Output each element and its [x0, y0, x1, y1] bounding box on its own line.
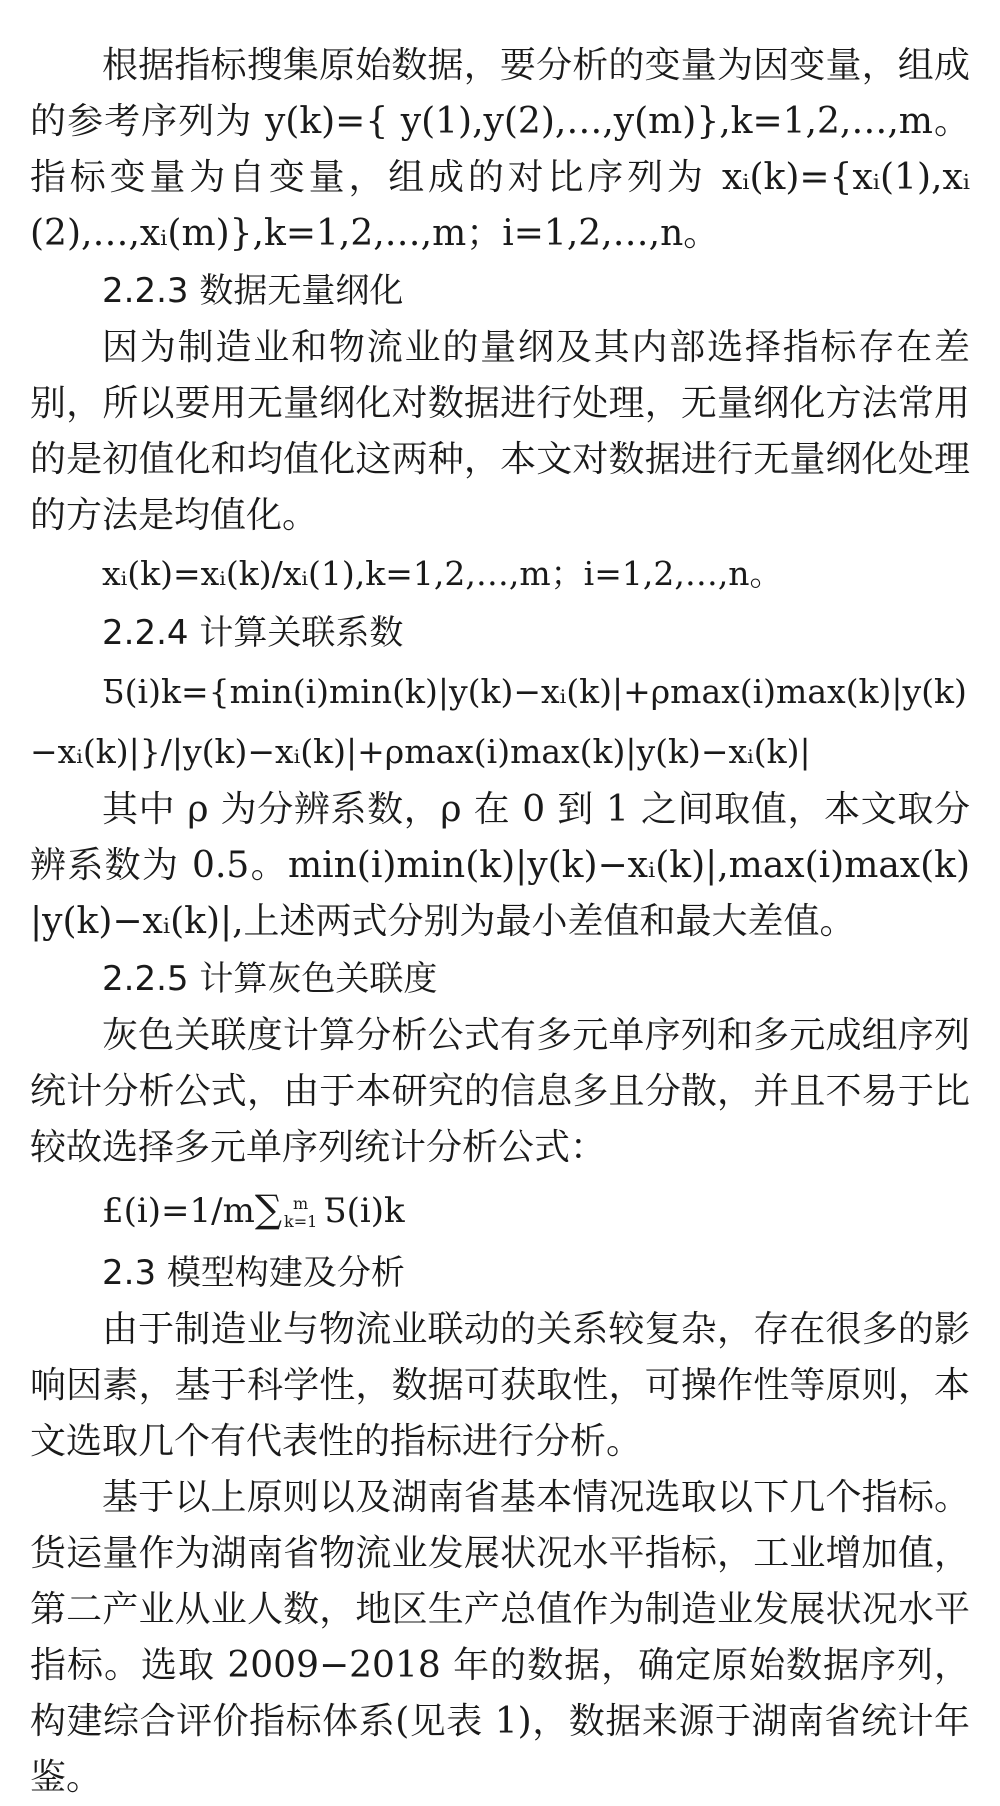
paragraph-normalization: 因为制造业和物流业的量纲及其内部选择指标存在差别，所以要用无量纲化对数据进行处理，无量纲化方法常用的是初值化和均值化这两种，本文对数据进行无量纲化处理的方法是均值化。 [30, 327, 970, 536]
section-heading-2-2-5: 2.2.5 计算灰色关联度 [102, 959, 438, 999]
sum-upper-limit: m [293, 1194, 309, 1213]
paragraph-grey-relational-degree: 灰色关联度计算分析公式有多元单序列和多元成组序列统计分析公式，由于本研究的信息多且分散，并且不易于比较故选择多元单序列统计分析公式： [30, 1015, 970, 1168]
paper-page [30, 38, 970, 1806]
sigma-symbol: ∑ [254, 1187, 282, 1231]
formula-left-part: £(i)=1/m [102, 1191, 255, 1231]
section-heading-2-2-4: 2.2.4 计算关联系数 [102, 613, 404, 653]
paragraph-resolution-coefficient: 其中 ρ 为分辨系数，ρ 在 0 到 1 之间取值，本文取分辨系数为 0.5。min(i)min(k)|y(k)−xᵢ(k)|,max(i)max(k)|y(k)−xᵢ(k)|,上述两式分别为最小差值和最大差值。 [30, 789, 970, 942]
paragraph-indicator-selection: 基于以上原则以及湖南省基本情况选取以下几个指标。货运量作为湖南省物流业发展状况水平指标，工业增加值，第二产业从业人数，地区生产总值作为制造业发展状况水平指标。选取 2009−2018 年的数据，确定原始数据序列，构建综合评价指标体系(见表 1)，数据来源于湖南省统计年鉴。 [30, 1477, 970, 1798]
sum-lower-limit: k=1 [284, 1212, 318, 1231]
section-heading-2-3: 2.3 模型构建及分析 [102, 1253, 405, 1293]
formula-mean-normalization: xᵢ(k)=xᵢ(k)/xᵢ(1),k=1,2,…,m；i=1,2,…,n。 [102, 554, 783, 593]
formula-grey-relational-degree [30, 1176, 970, 1244]
formula-right-part: Ƽ(i)k [323, 1191, 405, 1231]
paragraph-reference-sequence: 根据指标搜集原始数据，要分析的变量为因变量，组成的参考序列为 y(k)={ y(1),y(2),…,y(m)},k=1,2,…,m。指标变量为自变量，组成的对比序列为 xᵢ(k)={xᵢ(1),xᵢ(2),…,xᵢ(m)},k=1,2,…,m；i=1,2,…,n。 [30, 45, 970, 254]
formula-correlation-coefficient: Ƽ(i)k={min(i)min(k)|y(k)−xᵢ(k)|+ρmax(i)max(k)|y(k)−xᵢ(k)|}/|y(k)−xᵢ(k)|+ρmax(i)max(k)|y(k)−xᵢ(k)| [30, 672, 967, 771]
sum-limits [284, 1195, 317, 1231]
paragraph-model-factors: 由于制造业与物流业联动的关系较复杂，存在很多的影响因素，基于科学性，数据可获取性，可操作性等原则，本文选取几个有代表性的指标进行分析。 [30, 1309, 970, 1462]
section-heading-2-2-3: 2.2.3 数据无量纲化 [102, 271, 404, 311]
